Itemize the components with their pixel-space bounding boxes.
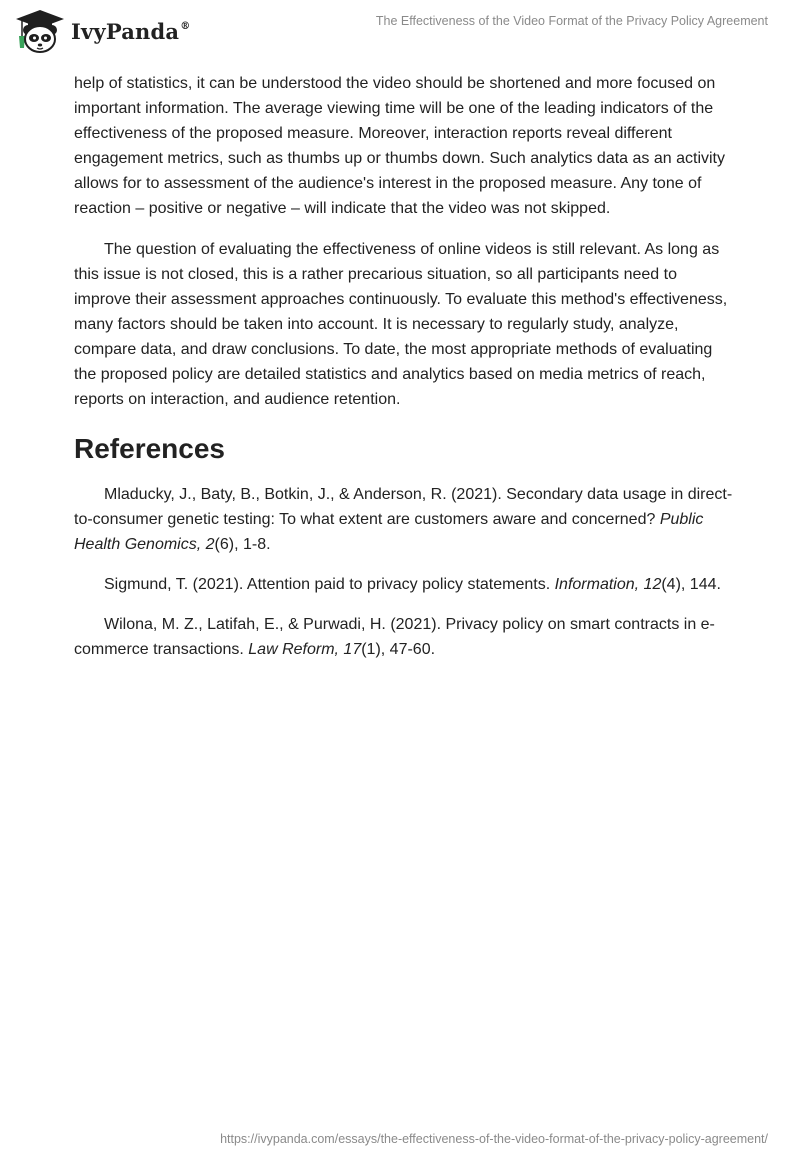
page-header bbox=[0, 0, 800, 70]
reference-item: Wilona, M. Z., Latifah, E., & Purwadi, H. (2021). Privacy policy on smart contracts in e-commerce transactions. Law Reform, 17(1), 47-60. bbox=[74, 616, 715, 658]
source-url-link[interactable]: https://ivypanda.com/essays/the-effectiveness-of-the-video-format-of-the-privacy-policy-agreement/ bbox=[220, 1132, 768, 1146]
body-paragraph: help of statistics, it can be understood the video should be shortened and more focused on important information. The average viewing time will be one of the leading indicators of the effectiveness of the proposed measure. Moreover, interaction reports reveal different engagement metrics, such as thumbs up or thumbs down. Such analytics data as an activity allows for to assessment of the audience's interest in the proposed measure. Any tone of reaction – positive or negative – will indicate that the video was not skipped. bbox=[74, 75, 725, 217]
reference-item: Mladucky, J., Baty, B., Botkin, J., & Anderson, R. (2021). Secondary data usage in direct-to-consumer genetic testing: To what extent are customers aware and concerned? Public Health Genomics, 2(6), 1-8. bbox=[74, 486, 733, 553]
logo-wordmark: IvyPanda® bbox=[71, 18, 191, 44]
ivypanda-logo[interactable] bbox=[14, 8, 190, 54]
reference-item: Sigmund, T. (2021). Attention paid to privacy policy statements. Information, 12(4), 144. bbox=[104, 576, 721, 593]
reference-journal: Public Health Genomics, 2 bbox=[74, 511, 704, 553]
reference-journal: Information, 12 bbox=[554, 576, 662, 593]
essay-content bbox=[74, 71, 734, 677]
document-title: The Effectiveness of the Video Format of the Privacy Policy Agreement bbox=[375, 14, 768, 28]
references-heading: References bbox=[74, 433, 225, 464]
body-paragraph: The question of evaluating the effectiveness of online videos is still relevant. As long as this issue is not closed, this is a rather precarious situation, so all participants need to improve their assessment approaches continuously. To evaluate this method's effectiveness, many factors should be taken into account. It is necessary to regularly study, analyze, compare data, and draw conclusions. To date, the most appropriate methods of evaluating the proposed policy are detailed statistics and analytics based on media metrics of reach, reports on interaction, and audience retention. bbox=[74, 241, 728, 408]
panda-graduate-icon bbox=[14, 8, 66, 54]
reference-journal: Law Reform, 17 bbox=[248, 641, 362, 658]
